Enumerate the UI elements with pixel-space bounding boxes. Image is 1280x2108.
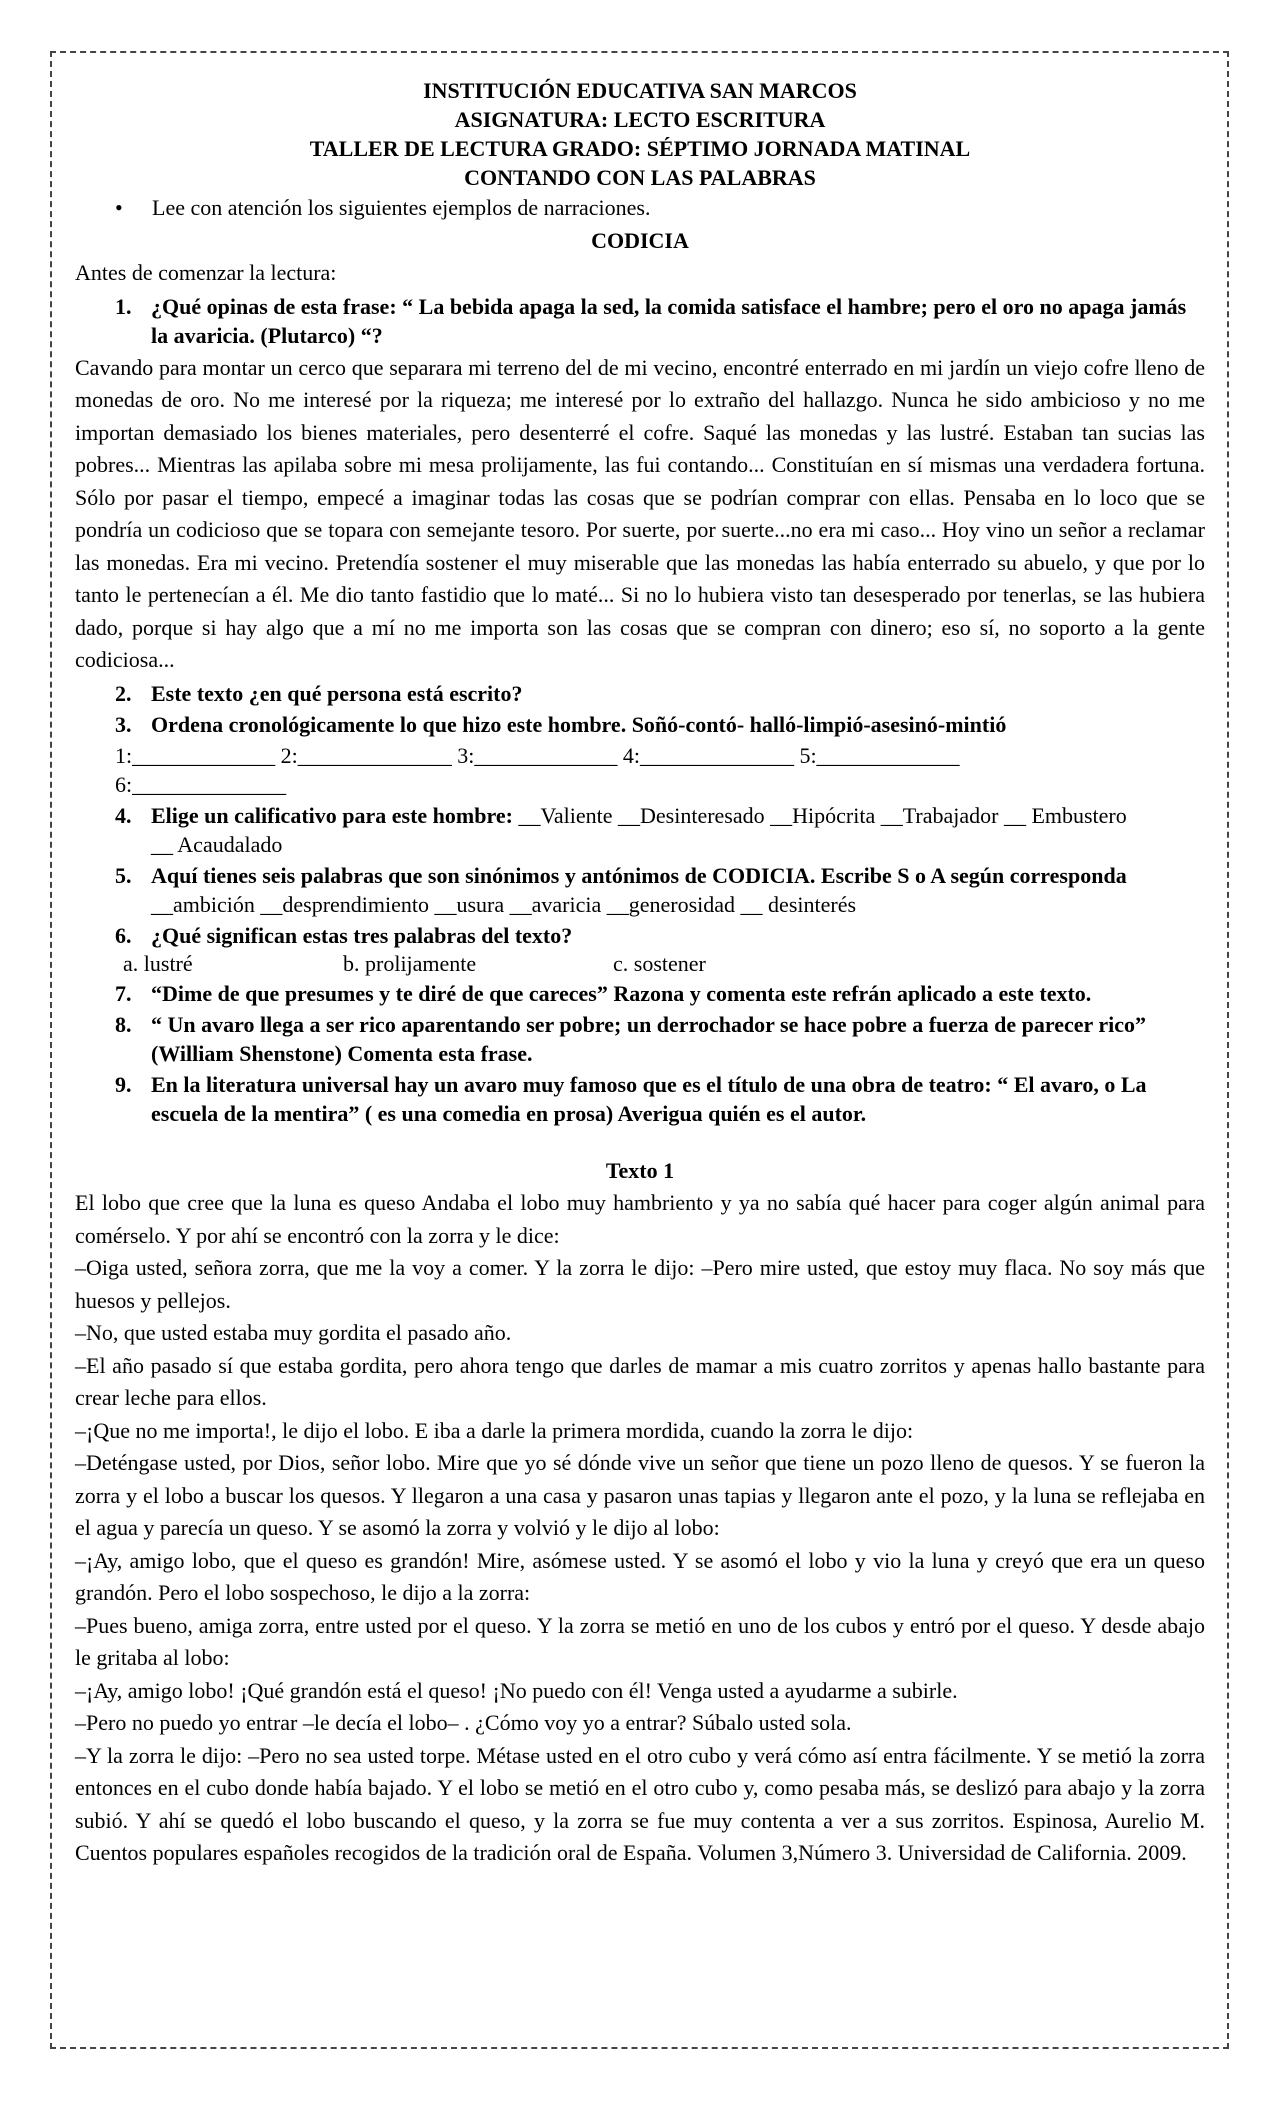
subject-line: ASIGNATURA: LECTO ESCRITURA — [454, 107, 826, 132]
story-paragraph: –¡Ay, amigo lobo! ¡Qué grandón está el queso! ¡No puedo con él! Venga usted a ayudarme a subirle. — [75, 1677, 958, 1703]
question-text: Aquí tienes seis palabras que son sinónimos y antónimos de CODICIA. Escribe S o A según corresponda — [151, 862, 1127, 888]
question-6-words — [123, 950, 1205, 977]
question-number: 2. — [115, 680, 132, 706]
story-paragraph: –Deténgase usted, por Dios, señor lobo. Mire que yo sé dónde vive un señor que tiene un pozo lleno de quesos. Y se fueron la zorra y el lobo a buscar los quesos. Y llegaron a una casa y pasaron unas tapias y llegaron ante el pozo, y la luna se reflejaba en el agua y parecía un queso. Y se asomó la zorra y volvió y le dijo al lobo: — [75, 1450, 1205, 1540]
question-number: 7. — [115, 980, 132, 1006]
question-7 — [75, 979, 1205, 1008]
question-number: 9. — [115, 1071, 132, 1097]
question-text: Elige un calificativo para este hombre: — [151, 802, 513, 828]
section-title-texto-1: Texto 1 — [605, 1157, 675, 1183]
question-number: 8. — [115, 1011, 132, 1037]
bullet-icon: • — [115, 195, 123, 220]
story-paragraph: –¡Que no me importa!, le dijo el lobo. E iba a darle la primera mordida, cuando la zorra le dijo: — [75, 1417, 914, 1443]
question-number: 3. — [115, 711, 132, 737]
story-paragraph: –Oiga usted, señora zorra, que me la voy a comer. Y la zorra le dijo: –Pero mire usted, que estoy muy flaca. No soy más que huesos y pellejos. — [75, 1255, 1205, 1313]
question-number: 5. — [115, 862, 132, 888]
word-a: a. lustré — [123, 950, 193, 976]
question-3 — [75, 710, 1205, 739]
instruction-bullet — [75, 192, 1205, 225]
story-paragraph: –¡Ay, amigo lobo, que el queso es grandón! Mire, asómese usted. Y se asomó el lobo y vio la luna y creyó que era un queso grandón. Pero el lobo sospechoso, le dijo a la zorra: — [75, 1547, 1205, 1605]
question-9 — [75, 1070, 1205, 1128]
story-paragraph: –Pues bueno, amiga zorra, entre usted por el queso. Y la zorra se metió en uno de los cubos y entró por el queso. Y desde abajo le gritaba al lobo: — [75, 1612, 1205, 1670]
story-codicia: Cavando para montar un cerco que separara mi terreno del de mi vecino, encontré enterrado en mi jardín un viejo cofre lleno de monedas de oro. No me interesé por la riqueza; me interesé por lo extraño del hallazgo. Nunca he sido ambicioso y no me importan demasiado los bienes materiales, pero desenterré el cofre. Saqué las monedas y las lustré. Estaban tan sucias las pobres... Mientras las apilaba sobre mi mesa prolijamente, las fui contando... Constituían en sí mismas una verdadera fortuna. Sólo por pasar el tiempo, empecé a imaginar todas las cosas que se podrían comprar con ellas. Pensaba en lo loco que se pondría un codicioso que se topara con semejante tesoro. Por suerte, por suerte...no era mi caso... Hoy vino un señor a reclamar las monedas. Era mi vecino. Pretendía sostener el muy miserable que las monedas las había enterrado su abuelo, y que por lo tanto le pertenecían a él. Me dio tanto fastidio que lo maté... Si no lo hubiera visto tan desesperado por tenerlas, se las hubiera dado, porque si hay algo que a mí no me importa son las cosas que se compran con dinero; eso sí, no soporto a la gente codiciosa... — [75, 354, 1205, 672]
answer-blanks-line-2: 6:______________ — [115, 771, 287, 797]
story-paragraph: –El año pasado sí que estaba gordita, pero ahora tengo que darles de mamar a mis cuatro zorritos y apenas hallo bastante para crear leche para ellos. — [75, 1352, 1205, 1410]
question-text: “Dime de que presumes y te diré de que careces” Razona y comenta este refrán aplicado a este texto. — [151, 980, 1092, 1006]
story-paragraph: –Y la zorra le dijo: –Pero no sea usted torpe. Métase usted en el otro cubo y verá cómo así entra fácilmente. Y se metió la zorra entonces en el cubo donde había bajado. Y el lobo se metió en el otro cubo y, como pesaba más, se deslizó para abajo y la zorra subió. Y ahí se quedó el lobo buscando el queso, y la zorra se fue muy contenta a ver a sus zorritos. Espinosa, Aurelio M. Cuentos populares españoles recogidos de la tradición oral de España. Volumen 3,Número 3. Universidad de California. 2009. — [75, 1742, 1205, 1865]
document-title: CONTANDO CON LAS PALABRAS — [464, 165, 816, 190]
intro-text: Antes de comenzar la lectura: — [75, 260, 337, 285]
question-5 — [75, 861, 1205, 919]
question-text: Este texto ¿en qué persona está escrito? — [151, 680, 523, 706]
school-name: INSTITUCIÓN EDUCATIVA SAN MARCOS — [423, 78, 857, 103]
question-2 — [75, 679, 1205, 708]
word-c: c. sostener — [613, 950, 706, 976]
question-text: “ Un avaro llega a ser rico aparentando ser pobre; un derrochador se hace pobre a fuerza de parecer rico” (William Shenstone) Comenta esta frase. — [151, 1011, 1146, 1066]
story-paragraph: El lobo que cree que la luna es queso Andaba el lobo muy hambriento y ya no sabía qué hacer para coger algún animal para comérselo. Y por ahí se encontró con la zorra y le dice: — [75, 1190, 1205, 1248]
question-8 — [75, 1010, 1205, 1068]
question-text: Ordena cronológicamente lo que hizo este hombre. Soñó-contó- halló-limpió-asesinó-mintió — [151, 711, 1007, 737]
word-b: b. prolijamente — [343, 950, 477, 976]
workshop-line: TALLER DE LECTURA GRADO: SÉPTIMO JORNADA MATINAL — [309, 136, 971, 161]
question-text: En la literatura universal hay un avaro muy famoso que es el título de una obra de teatro: “ El avaro, o La escuela de la mentira” ( es una comedia en prosa) Averigua quién es el autor. — [151, 1071, 1147, 1126]
question-options-continued: __ Acaudalado — [151, 831, 283, 857]
question-options: __Valiente __Desinteresado __Hipócrita __Trabajador __ Embustero — [512, 802, 1127, 828]
question-number: 4. — [115, 802, 132, 828]
section-spacer — [75, 1130, 1205, 1155]
document-body — [75, 76, 1205, 1870]
story-paragraph: –No, que usted estaba muy gordita el pasado año. — [75, 1320, 512, 1345]
section-title-codicia: CODICIA — [591, 227, 689, 253]
question-4 — [75, 801, 1205, 859]
question-options: __ambición __desprendimiento __usura __avaricia __generosidad __ desinterés — [151, 891, 857, 917]
question-number: 6. — [115, 922, 132, 948]
question-text: ¿Qué significan estas tres palabras del texto? — [151, 922, 573, 948]
answer-blanks-line-1: 1:_____________ 2:______________ 3:_____________ 4:______________ 5:_____________ — [115, 742, 960, 768]
question-1 — [75, 292, 1205, 350]
question-text: ¿Qué opinas de esta frase: “ La bebida apaga la sed, la comida satisface el hambre; pero el oro no apaga jamás la avaricia. (Plutarco) “? — [151, 293, 1187, 348]
story-paragraph: –Pero no puedo yo entrar –le decía el lobo– . ¿Cómo voy yo a entrar? Súbalo usted sola. — [75, 1710, 852, 1735]
question-number: 1. — [115, 293, 132, 319]
instruction-text: Lee con atención los siguientes ejemplos de narraciones. — [152, 195, 651, 220]
question-6 — [75, 921, 1205, 977]
